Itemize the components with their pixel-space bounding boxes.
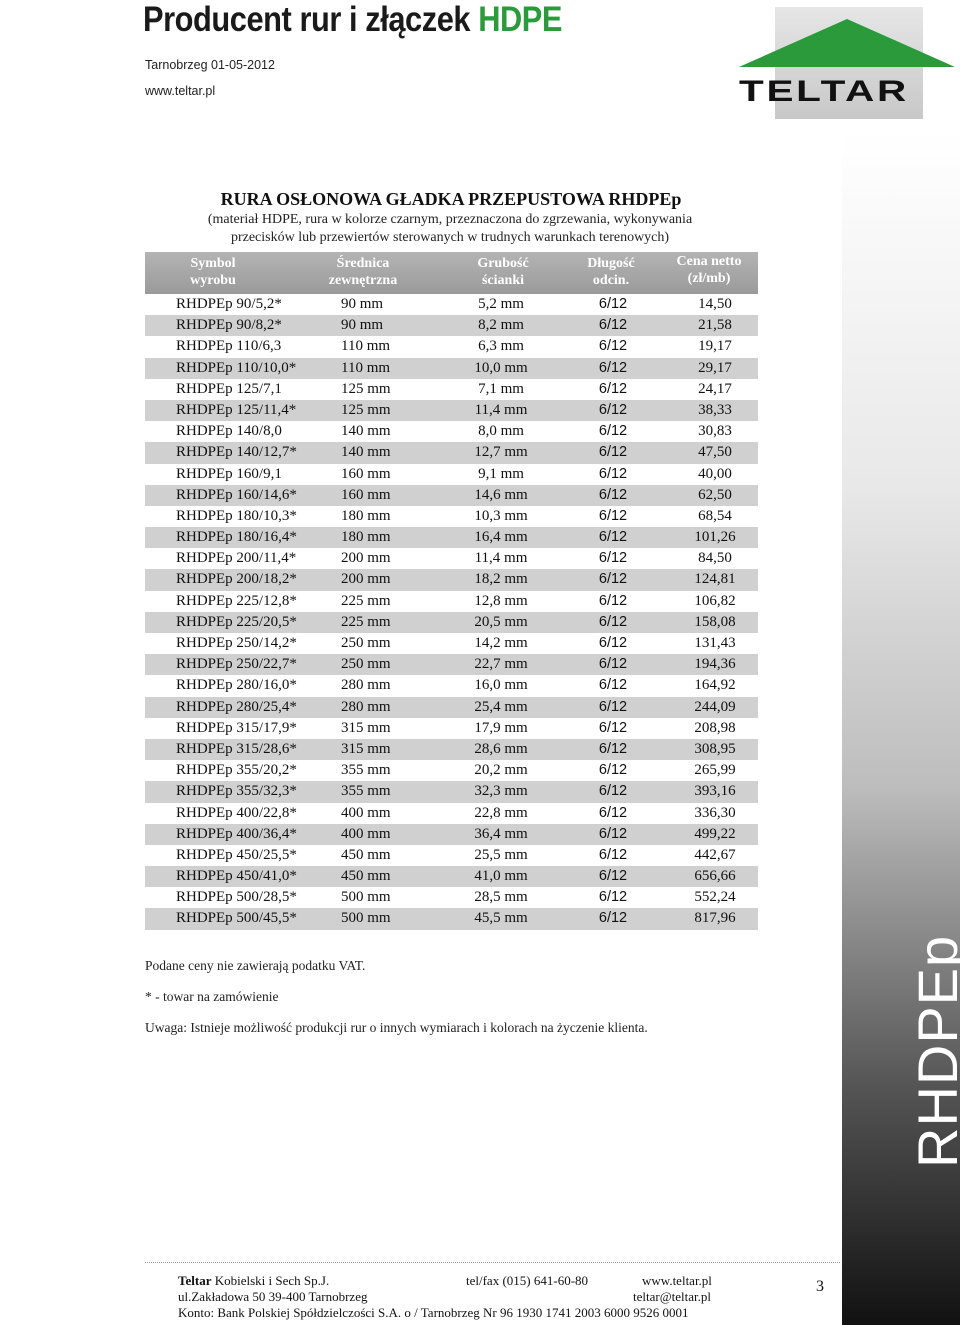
- table-row: [145, 548, 758, 569]
- cell-symbol: RHDPEp 125/7,1: [176, 380, 282, 397]
- cell-diameter: 180 mm: [341, 529, 391, 546]
- table-row: [145, 633, 758, 654]
- cell-price: 62,50: [698, 486, 732, 503]
- cell-length: 6/12: [598, 868, 628, 885]
- footer-bank-account: Konto: Bank Polskiej Spółdzielczości S.A. o / Tarnobrzeg Nr 96 1930 1741 2003 6000 9526 0001: [178, 1305, 689, 1320]
- cell-symbol: RHDPEp 225/12,8*: [176, 592, 297, 609]
- header-diameter-line: Średnica: [336, 256, 390, 271]
- cell-length: 6/12: [598, 719, 628, 736]
- table-row: [145, 739, 758, 760]
- cell-price: 14,50: [698, 296, 732, 312]
- cell-length: 6/12: [598, 783, 628, 800]
- cell-wall: 25,5 mm: [474, 846, 528, 863]
- cell-price: 30,83: [698, 423, 732, 440]
- cell-wall: 20,2 mm: [474, 762, 528, 779]
- cell-symbol: RHDPEp 355/32,3*: [176, 783, 297, 800]
- cell-wall: 12,7 mm: [474, 444, 528, 461]
- header-length: [568, 255, 654, 289]
- table-row: [145, 569, 758, 590]
- cell-length: 6/12: [598, 550, 628, 567]
- cell-wall: 10,0 mm: [474, 359, 528, 376]
- cell-length: 6/12: [598, 317, 628, 334]
- header-price-line: Cena netto: [676, 254, 742, 269]
- cell-symbol: RHDPEp 140/12,7*: [176, 444, 297, 461]
- cell-diameter: 125 mm: [341, 380, 391, 397]
- footer-email-link[interactable]: teltar@teltar.pl: [633, 1289, 712, 1304]
- cell-price: 194,36: [694, 656, 736, 673]
- cell-symbol: RHDPEp 280/25,4*: [176, 698, 297, 715]
- cell-diameter: 225 mm: [341, 592, 391, 609]
- table-row: [145, 294, 758, 315]
- cell-diameter: 315 mm: [341, 719, 391, 736]
- cell-wall: 28,6 mm: [474, 740, 528, 757]
- cell-wall: 8,2 mm: [478, 317, 524, 334]
- cell-length: 6/12: [598, 359, 628, 376]
- cell-length: 6/12: [598, 465, 628, 482]
- cell-symbol: RHDPEp 180/16,4*: [176, 529, 297, 546]
- cell-price: 21,58: [698, 317, 732, 334]
- cell-symbol: RHDPEp 400/36,4*: [176, 825, 297, 842]
- cell-diameter: 90 mm: [341, 296, 384, 312]
- cell-diameter: 225 mm: [341, 613, 391, 630]
- table-row: [145, 718, 758, 739]
- cell-diameter: 125 mm: [341, 401, 391, 418]
- cell-symbol: RHDPEp 280/16,0*: [176, 677, 297, 694]
- cell-length: 6/12: [598, 592, 628, 609]
- cell-symbol: RHDPEp 450/25,5*: [176, 846, 297, 863]
- cell-length: 6/12: [598, 380, 628, 397]
- table-row: [145, 400, 758, 421]
- cell-length: 6/12: [598, 444, 628, 461]
- cell-price: 131,43: [694, 635, 736, 651]
- header-price: [659, 253, 759, 287]
- cell-wall: 7,1 mm: [478, 380, 524, 397]
- header-wall: [449, 255, 557, 289]
- cell-wall: 28,5 mm: [474, 889, 528, 906]
- header-diameter-line: zewnętrzna: [328, 273, 398, 288]
- cell-wall: 22,7 mm: [474, 656, 528, 673]
- header-symbol-line: wyrobu: [190, 273, 236, 288]
- cell-diameter: 180 mm: [341, 507, 391, 524]
- cell-length: 6/12: [598, 762, 628, 779]
- cell-diameter: 400 mm: [341, 825, 391, 842]
- table-row: [145, 485, 758, 506]
- vat-note: Podane ceny nie zawierają podatku VAT.: [145, 958, 366, 973]
- cell-symbol: RHDPEp 180/10,3*: [176, 507, 297, 524]
- teltar-logo: [735, 5, 960, 120]
- cell-diameter: 355 mm: [341, 762, 391, 779]
- cell-length: 6/12: [598, 571, 628, 588]
- cell-diameter: 500 mm: [341, 889, 391, 906]
- cell-wall: 17,9 mm: [474, 719, 528, 736]
- footer-divider: [145, 1262, 840, 1263]
- cell-wall: 25,4 mm: [474, 698, 528, 715]
- cell-symbol: RHDPEp 250/14,2*: [176, 635, 297, 651]
- cell-wall: 16,0 mm: [474, 677, 528, 694]
- cell-symbol: RHDPEp 140/8,0: [176, 423, 282, 440]
- cell-wall: 41,0 mm: [474, 868, 528, 885]
- cell-diameter: 160 mm: [341, 486, 391, 503]
- footer-company-name: Teltar: [178, 1273, 212, 1288]
- table-row: [145, 315, 758, 336]
- table-row: [145, 336, 758, 357]
- cell-symbol: RHDPEp 160/14,6*: [176, 486, 297, 503]
- table-row: [145, 845, 758, 866]
- cell-wall: 8,0 mm: [478, 423, 524, 440]
- cell-price: 84,50: [698, 550, 732, 567]
- cell-wall: 11,4 mm: [474, 550, 528, 567]
- cell-wall: 36,4 mm: [474, 825, 528, 842]
- cell-diameter: 110 mm: [341, 338, 391, 355]
- cell-price: 817,96: [694, 910, 736, 927]
- cell-price: 158,08: [694, 613, 736, 630]
- cell-wall: 14,2 mm: [474, 635, 528, 651]
- cell-price: 101,26: [694, 529, 736, 546]
- cell-diameter: 200 mm: [341, 571, 391, 588]
- cell-price: 244,09: [694, 698, 736, 715]
- cell-wall: 10,3 mm: [474, 507, 528, 524]
- cell-price: 164,92: [694, 677, 736, 694]
- cell-length: 6/12: [598, 635, 628, 651]
- header-length-line: Długość: [587, 256, 635, 271]
- cell-price: 47,50: [698, 444, 732, 461]
- cell-diameter: 315 mm: [341, 740, 391, 757]
- cell-price: 24,17: [698, 380, 732, 397]
- cell-wall: 6,3 mm: [478, 338, 524, 355]
- cell-symbol: RHDPEp 125/11,4*: [176, 401, 297, 418]
- cell-price: 656,66: [694, 868, 736, 885]
- cell-symbol: RHDPEp 160/9,1: [176, 465, 282, 482]
- cell-price: 208,98: [694, 719, 736, 736]
- cell-diameter: 280 mm: [341, 698, 391, 715]
- cell-price: 308,95: [694, 740, 736, 757]
- table-row: [145, 697, 758, 718]
- table-row: [145, 908, 758, 929]
- cell-wall: 9,1 mm: [478, 465, 524, 482]
- cell-length: 6/12: [598, 656, 628, 673]
- cell-length: 6/12: [598, 486, 628, 503]
- cell-diameter: 140 mm: [341, 444, 391, 461]
- product-description-line: przecisków lub przewiertów sterowanych w trudnych warunkach terenowych): [230, 230, 670, 245]
- cell-wall: 5,2 mm: [478, 296, 524, 312]
- table-row: [145, 442, 758, 463]
- cell-symbol: RHDPEp 90/8,2*: [176, 317, 282, 334]
- cell-length: 6/12: [598, 740, 628, 757]
- header-price-line: (zł/mb): [687, 271, 731, 286]
- table-row: [145, 506, 758, 527]
- cell-diameter: 500 mm: [341, 910, 391, 927]
- cell-price: 106,82: [694, 592, 736, 609]
- cell-symbol: RHDPEp 450/41,0*: [176, 868, 297, 885]
- product-title: RURA OSŁONOWA GŁADKA PRZEPUSTOWA RHDPEp: [220, 189, 682, 209]
- cell-wall: 32,3 mm: [474, 783, 528, 800]
- cell-price: 265,99: [694, 762, 736, 779]
- cell-price: 393,16: [694, 783, 736, 800]
- header-website-link[interactable]: www.teltar.pl: [145, 84, 216, 98]
- table-row: [145, 803, 758, 824]
- cell-symbol: RHDPEp 400/22,8*: [176, 804, 297, 821]
- roof-icon: [735, 5, 960, 75]
- cell-wall: 22,8 mm: [474, 804, 528, 821]
- cell-diameter: 200 mm: [341, 550, 391, 567]
- cell-diameter: 140 mm: [341, 423, 391, 440]
- cell-diameter: 160 mm: [341, 465, 391, 482]
- table-row: [145, 781, 758, 802]
- header-wall-line: Grubość: [477, 256, 529, 271]
- cell-price: 552,24: [694, 889, 736, 906]
- table-row: [145, 591, 758, 612]
- sidebar-label: RHDPEp: [906, 934, 969, 1168]
- footer-phone: tel/fax (015) 641-60-80: [466, 1273, 589, 1288]
- cell-symbol: RHDPEp 200/18,2*: [176, 571, 297, 588]
- cell-wall: 12,8 mm: [474, 592, 528, 609]
- header-symbol-line: Symbol: [190, 256, 236, 271]
- cell-price: 38,33: [698, 401, 732, 418]
- cell-price: 19,17: [698, 338, 732, 355]
- cell-length: 6/12: [598, 677, 628, 694]
- page-number: 3: [816, 1278, 824, 1295]
- cell-symbol: RHDPEp 110/10,0*: [176, 359, 297, 376]
- cell-wall: 20,5 mm: [474, 613, 528, 630]
- cell-length: 6/12: [598, 698, 628, 715]
- table-row: [145, 379, 758, 400]
- order-note: * - towar na zamówienie: [145, 989, 279, 1004]
- cell-diameter: 110 mm: [341, 359, 391, 376]
- cell-price: 68,54: [698, 507, 732, 524]
- logo-text: TELTAR: [739, 75, 909, 108]
- footer-company-suffix: Kobielski i Sech Sp.J.: [211, 1273, 330, 1288]
- cell-length: 6/12: [598, 804, 628, 821]
- cell-length: 6/12: [598, 889, 628, 906]
- cell-diameter: 400 mm: [341, 804, 391, 821]
- cell-length: 6/12: [598, 825, 628, 842]
- cell-price: 499,22: [694, 825, 736, 842]
- cell-diameter: 355 mm: [341, 783, 391, 800]
- cell-wall: 11,4 mm: [474, 401, 528, 418]
- page-title-highlight: HDPE: [478, 0, 563, 39]
- price-table-body: [145, 294, 758, 930]
- table-row: [145, 654, 758, 675]
- table-row: [145, 421, 758, 442]
- cell-price: 29,17: [698, 359, 732, 376]
- page-title-main: Producent rur i złączek: [143, 0, 471, 39]
- cell-symbol: RHDPEp 355/20,2*: [176, 762, 297, 779]
- cell-price: 124,81: [694, 571, 736, 588]
- cell-wall: 16,4 mm: [474, 529, 528, 546]
- header-symbol: [167, 255, 259, 289]
- cell-diameter: 90 mm: [341, 317, 384, 334]
- cell-price: 336,30: [694, 804, 736, 821]
- cell-symbol: RHDPEp 315/17,9*: [176, 719, 297, 736]
- cell-length: 6/12: [598, 507, 628, 524]
- header-wall-line: ścianki: [481, 273, 524, 288]
- table-row: [145, 358, 758, 379]
- cell-diameter: 450 mm: [341, 846, 391, 863]
- cell-diameter: 250 mm: [341, 656, 391, 673]
- cell-price: 40,00: [698, 465, 732, 482]
- cell-symbol: RHDPEp 110/6,3: [176, 338, 282, 355]
- cell-wall: 18,2 mm: [474, 571, 528, 588]
- cell-diameter: 450 mm: [341, 868, 391, 885]
- table-row: [145, 464, 758, 485]
- table-row: [145, 824, 758, 845]
- cell-wall: 45,5 mm: [474, 910, 528, 927]
- cell-length: 6/12: [598, 401, 628, 418]
- product-description: [150, 211, 750, 247]
- cell-length: 6/12: [598, 296, 628, 312]
- cell-diameter: 250 mm: [341, 635, 391, 651]
- cell-length: 6/12: [598, 613, 628, 630]
- footer-website-link[interactable]: www.teltar.pl: [642, 1273, 712, 1288]
- cell-symbol: RHDPEp 500/45,5*: [176, 910, 297, 927]
- footer-company: [178, 1273, 329, 1289]
- footer-address: ul.Zakładowa 50 39-400 Tarnobrzeg: [178, 1289, 368, 1304]
- cell-diameter: 280 mm: [341, 677, 391, 694]
- header-length-line: odcin.: [592, 273, 630, 288]
- product-description-line: (materiał HDPE, rura w kolorze czarnym, przeznaczona do zgrzewania, wykonywania: [207, 212, 693, 227]
- table-row: [145, 527, 758, 548]
- cell-symbol: RHDPEp 250/22,7*: [176, 656, 297, 673]
- document-date: Tarnobrzeg 01-05-2012: [145, 58, 275, 72]
- cell-symbol: RHDPEp 500/28,5*: [176, 889, 297, 906]
- cell-length: 6/12: [598, 423, 628, 440]
- header-diameter: [313, 255, 413, 289]
- table-row: [145, 612, 758, 633]
- table-row: [145, 866, 758, 887]
- cell-wall: 14,6 mm: [474, 486, 528, 503]
- table-header: [145, 252, 758, 294]
- table-row: [145, 675, 758, 696]
- page-title: [143, 0, 562, 40]
- cell-length: 6/12: [598, 529, 628, 546]
- cell-length: 6/12: [598, 846, 628, 863]
- custom-production-note: Uwaga: Istnieje możliwość produkcji rur o innych wymiarach i kolorach na życzenie klienta.: [145, 1020, 648, 1035]
- cell-symbol: RHDPEp 315/28,6*: [176, 740, 297, 757]
- cell-symbol: RHDPEp 90/5,2*: [176, 296, 282, 312]
- cell-length: 6/12: [598, 338, 628, 355]
- cell-length: 6/12: [598, 910, 628, 927]
- cell-symbol: RHDPEp 225/20,5*: [176, 613, 297, 630]
- cell-symbol: RHDPEp 200/11,4*: [176, 550, 297, 567]
- cell-price: 442,67: [694, 846, 736, 863]
- table-row: [145, 887, 758, 908]
- table-row: [145, 760, 758, 781]
